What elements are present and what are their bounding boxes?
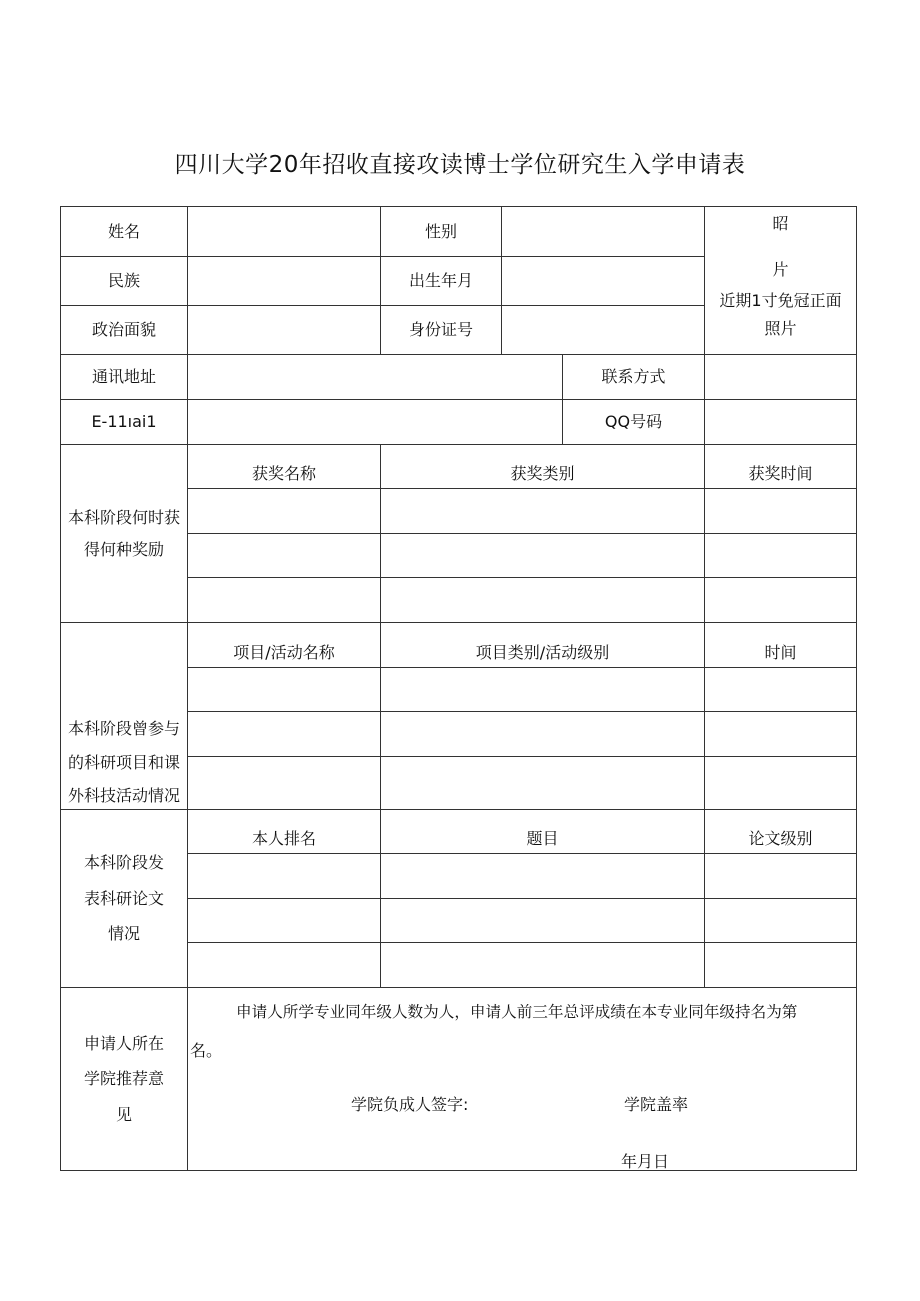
papers-header-rank: 本人排名 <box>187 809 381 854</box>
papers-header-level: 论文级别 <box>704 809 857 854</box>
awards-label-line-2: 得何种奖励 <box>83 539 164 559</box>
projects-row-2-type[interactable] <box>380 711 705 757</box>
form-title: 四川大学20年招收直接攻读博士学位研究生入学申请表 <box>174 152 746 178</box>
projects-label-line-2: 的科研项目和课 <box>67 752 180 772</box>
awards-label-line-1: 本科阶段何时获 <box>67 507 180 527</box>
recommend-text-line-2: 名。 <box>190 1041 223 1060</box>
awards-row-2-name[interactable] <box>187 533 381 578</box>
id-field[interactable] <box>501 305 705 355</box>
contact-label: 联系方式 <box>562 354 705 400</box>
projects-header-name: 项目/活动名称 <box>187 622 381 668</box>
projects-section-label <box>60 622 188 810</box>
projects-label-line-3: 外科技活动情况 <box>67 786 180 806</box>
awards-row-1-time[interactable] <box>704 488 857 534</box>
gender-label: 性别 <box>380 206 502 257</box>
papers-label-line-2: 表科研论文 <box>83 888 164 908</box>
recommend-label-line-2: 学院推荐意 <box>83 1069 164 1089</box>
papers-row-3-title[interactable] <box>380 942 705 988</box>
seal-label: 学院盖率 <box>624 1095 689 1114</box>
recommend-label-line-1: 申请人所在 <box>83 1033 164 1053</box>
awards-header-time: 获奖时间 <box>704 444 857 489</box>
politics-label: 政治面貌 <box>60 305 188 355</box>
address-field[interactable] <box>187 354 563 400</box>
recommend-section-label <box>60 987 188 1171</box>
ethnicity-field[interactable] <box>187 256 381 306</box>
photo-label-2: 片 <box>772 259 789 279</box>
awards-header-type: 获奖类别 <box>380 444 705 489</box>
papers-row-1-rank[interactable] <box>187 853 381 899</box>
papers-row-2-title[interactable] <box>380 898 705 943</box>
awards-row-2-type[interactable] <box>380 533 705 578</box>
name-label: 姓名 <box>60 206 188 257</box>
date-label: 年月日 <box>621 1152 670 1171</box>
papers-section-label <box>60 809 188 988</box>
papers-header-title: 题目 <box>380 809 705 854</box>
papers-label-line-1: 本科阶段发 <box>83 853 164 873</box>
papers-label-line-3: 情况 <box>107 924 140 944</box>
birth-label: 出生年月 <box>380 256 502 306</box>
photo-box[interactable] <box>704 206 857 355</box>
politics-field[interactable] <box>187 305 381 355</box>
papers-row-2-rank[interactable] <box>187 898 381 943</box>
papers-row-3-rank[interactable] <box>187 942 381 988</box>
projects-label-line-1: 本科阶段曾参与 <box>67 719 180 739</box>
projects-header-time: 时间 <box>704 622 857 668</box>
awards-row-3-type[interactable] <box>380 577 705 623</box>
ethnicity-label: 民族 <box>60 256 188 306</box>
email-label: E-11ıai1 <box>60 399 188 445</box>
photo-hint: 近期1寸免冠正面 <box>719 291 842 311</box>
papers-row-1-level[interactable] <box>704 853 857 899</box>
application-form <box>61 207 858 1171</box>
awards-row-3-time[interactable] <box>704 577 857 623</box>
recommend-label-line-3: 见 <box>115 1104 132 1124</box>
awards-header-name: 获奖名称 <box>187 444 381 489</box>
awards-section-label <box>60 444 188 623</box>
photo-label-1: 昭 <box>772 214 789 233</box>
contact-field[interactable] <box>704 354 857 400</box>
awards-row-3-name[interactable] <box>187 577 381 623</box>
projects-row-1-name[interactable] <box>187 667 381 712</box>
signature-label: 学院负成人签字: <box>351 1095 469 1114</box>
address-label: 通讯地址 <box>60 354 188 400</box>
projects-row-2-name[interactable] <box>187 711 381 757</box>
name-field[interactable] <box>187 206 381 257</box>
projects-row-2-time[interactable] <box>704 711 857 757</box>
projects-row-3-time[interactable] <box>704 756 857 810</box>
recommend-text-line-1: 申请人所学专业同年级人数为人，申请人前三年总评成绩在本专业同年级持名为第 <box>236 1003 798 1021</box>
awards-row-2-time[interactable] <box>704 533 857 578</box>
projects-row-3-type[interactable] <box>380 756 705 810</box>
id-label: 身份证号 <box>380 305 502 355</box>
photo-label-4: 照片 <box>764 318 797 338</box>
awards-row-1-name[interactable] <box>187 488 381 534</box>
awards-row-1-type[interactable] <box>380 488 705 534</box>
qq-label: QQ号码 <box>562 399 705 445</box>
gender-field[interactable] <box>501 206 705 257</box>
papers-row-2-level[interactable] <box>704 898 857 943</box>
papers-row-1-title[interactable] <box>380 853 705 899</box>
projects-row-1-time[interactable] <box>704 667 857 712</box>
projects-header-type: 项目类别/活动级别 <box>380 622 705 668</box>
qq-field[interactable] <box>704 399 857 445</box>
projects-row-3-name[interactable] <box>187 756 381 810</box>
projects-row-1-type[interactable] <box>380 667 705 712</box>
birth-field[interactable] <box>501 256 705 306</box>
email-field[interactable] <box>187 399 563 445</box>
papers-row-3-level[interactable] <box>704 942 857 988</box>
